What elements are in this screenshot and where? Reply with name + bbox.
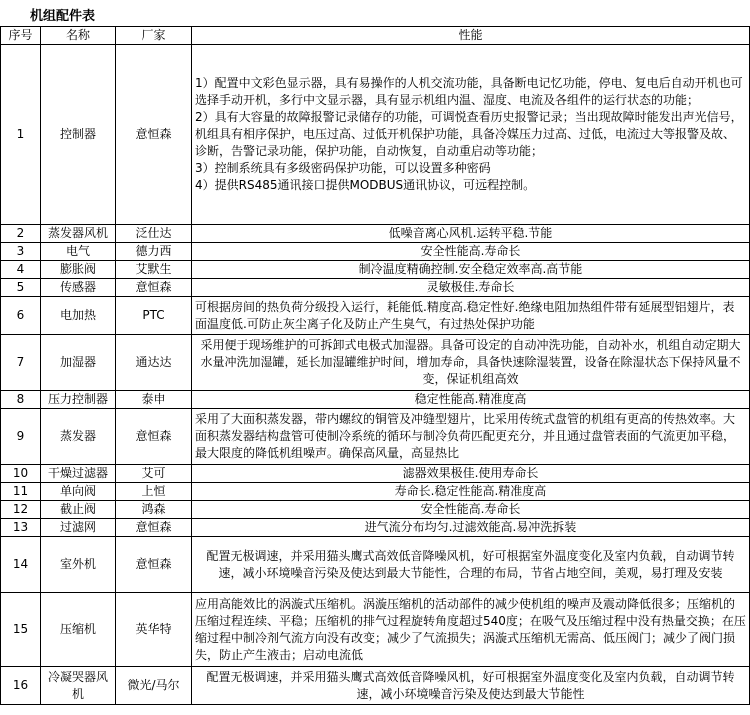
manufacturer: 意恒森 <box>116 519 192 537</box>
row-number: 13 <box>1 519 41 537</box>
manufacturer: 泛仕达 <box>116 225 192 243</box>
header-row <box>1 27 750 45</box>
table-row <box>1 45 750 225</box>
part-name: 蒸发器 <box>41 409 116 465</box>
table-row <box>1 297 750 335</box>
performance-description: 可根据房间的热负荷分级投入运行，耗能低.精度高.稳定性好.绝缘电阻加热组件带有延展型铝翅片，表面温度低.可防止灰尘离子化及防止产生臭气，有过热处保护功能 <box>192 297 750 335</box>
table-row <box>1 391 750 409</box>
part-name: 室外机 <box>41 537 116 593</box>
row-number: 7 <box>1 335 41 391</box>
parts-table <box>0 26 750 705</box>
row-number: 1 <box>1 45 41 225</box>
row-number: 15 <box>1 593 41 667</box>
table-row <box>1 243 750 261</box>
table-row <box>1 279 750 297</box>
performance-description: 1）配置中文彩色显示器，具有易操作的人机交流功能，具备断电记忆功能，停电、复电后自动开机也可选择手动开机，多行中文显示器，具有显示机组内温、湿度、电流及各组件的运行状态的功能； 2）具有大容量的故障报警记录储存的功能，可调悦查看历史报警记录；当出现故障时能发出声光信号，机组具有相序保护，电压过高、过低开机保护功能，具备冷媒压力过高、过低，电流过大等报警及故、诊断，告警记录功能，保护功能，自动恢复，自动重启动等功能； 3）控制系统具有多级密码保护功能，可以设置多种密码 4）提供RS485通讯接口提供MODBUS通讯协议，可远程控制。 <box>192 45 750 225</box>
row-number: 6 <box>1 297 41 335</box>
performance-description: 进气流分布均匀.过滤效能高.易冲洗拆装 <box>192 519 750 537</box>
manufacturer: 意恒森 <box>116 279 192 297</box>
performance-description: 配置无极调速，并采用猫头鹰式高效低音降噪风机，好可根据室外温度变化及室内负载，自动调节转速，减小环境噪音污染及使达到最大节能性 <box>192 667 750 705</box>
manufacturer: 鸿森 <box>116 501 192 519</box>
performance-description: 稳定性能高.精准度高 <box>192 391 750 409</box>
manufacturer: 意恒森 <box>116 537 192 593</box>
performance-description: 滤器效果极佳.使用寿命长 <box>192 465 750 483</box>
header-num: 序号 <box>1 27 41 45</box>
row-number: 8 <box>1 391 41 409</box>
table-row <box>1 593 750 667</box>
table-row <box>1 483 750 501</box>
manufacturer: 意恒森 <box>116 45 192 225</box>
row-number: 2 <box>1 225 41 243</box>
manufacturer: 艾默生 <box>116 261 192 279</box>
part-name: 控制器 <box>41 45 116 225</box>
table-row <box>1 519 750 537</box>
part-name: 电加热 <box>41 297 116 335</box>
part-name: 加湿器 <box>41 335 116 391</box>
performance-description: 灵敏极佳.寿命长 <box>192 279 750 297</box>
part-name: 膨胀阀 <box>41 261 116 279</box>
performance-description: 采用便于现场维护的可拆卸式电极式加湿器。具备可设定的自动冲洗功能，自动补水，机组自动定期大水量冲洗加湿罐，延长加湿罐维护时间，增加寿命，具备快速除湿装置，设备在除湿状态下保持风量不变，保证机组高效 <box>192 335 750 391</box>
table-row <box>1 261 750 279</box>
table-row <box>1 501 750 519</box>
row-number: 9 <box>1 409 41 465</box>
row-number: 10 <box>1 465 41 483</box>
manufacturer: 上恒 <box>116 483 192 501</box>
performance-description: 低噪音离心风机.运转平稳.节能 <box>192 225 750 243</box>
row-number: 3 <box>1 243 41 261</box>
table-row <box>1 537 750 593</box>
part-name: 过滤网 <box>41 519 116 537</box>
performance-description: 采用了大面积蒸发器，带内螺纹的铜管及冲缝型翅片，比采用传统式盘管的机组有更高的传热效率。大面积蒸发器结构盘管可使制冷系统的循环与制冷负荷匹配更充分，并且通过盘管表面的气流更加平稳，最大限度的降低机组噪声。确保高风量，高显热比 <box>192 409 750 465</box>
table-title: 机组配件表 <box>30 9 96 24</box>
row-number: 12 <box>1 501 41 519</box>
row-number: 16 <box>1 667 41 705</box>
row-number: 11 <box>1 483 41 501</box>
manufacturer: 泰申 <box>116 391 192 409</box>
manufacturer: 意恒森 <box>116 409 192 465</box>
table-row <box>1 335 750 391</box>
manufacturer: 德力西 <box>116 243 192 261</box>
part-name: 蒸发器风机 <box>41 225 116 243</box>
header-performance: 性能 <box>192 27 750 45</box>
part-name: 截止阀 <box>41 501 116 519</box>
manufacturer: 英华特 <box>116 593 192 667</box>
manufacturer: 艾可 <box>116 465 192 483</box>
table-row <box>1 225 750 243</box>
performance-description: 寿命长.稳定性能高.精准度高 <box>192 483 750 501</box>
performance-description: 安全性能高.寿命长 <box>192 501 750 519</box>
manufacturer: 微光/马尔 <box>116 667 192 705</box>
part-name: 压缩机 <box>41 593 116 667</box>
part-name: 压力控制器 <box>41 391 116 409</box>
parts-table-body <box>1 27 750 705</box>
part-name: 传感器 <box>41 279 116 297</box>
row-number: 14 <box>1 537 41 593</box>
performance-description: 应用高能效比的涡漩式压缩机。涡漩压缩机的活动部件的减少使机组的噪声及震动降低很多；压缩机的压缩过程连续、平稳；压缩机的排气过程旋转角度超过540度；在吸气及压缩过程中没有热量交换；在压缩过程中制冷剂气流方向没有改变；减少了气流损失；涡漩式压缩机无需高、低压阀门；减少了阀门损失，防止产生液击；启动电流低 <box>192 593 750 667</box>
part-name: 电气 <box>41 243 116 261</box>
row-number: 4 <box>1 261 41 279</box>
row-number: 5 <box>1 279 41 297</box>
manufacturer: 通达达 <box>116 335 192 391</box>
manufacturer: PTC <box>116 297 192 335</box>
header-manufacturer: 厂家 <box>116 27 192 45</box>
part-name: 干燥过滤器 <box>41 465 116 483</box>
part-name: 单向阀 <box>41 483 116 501</box>
header-name: 名称 <box>41 27 116 45</box>
table-row <box>1 667 750 705</box>
table-row <box>1 465 750 483</box>
performance-description: 制冷温度精确控制.安全稳定效率高.高节能 <box>192 261 750 279</box>
performance-description: 配置无极调速，并采用猫头鹰式高效低音降噪风机，好可根据室外温度变化及室内负载，自动调节转速，减小环境噪音污染及使达到最大节能性，合理的布局，节省占地空间，美观，易打理及安装 <box>192 537 750 593</box>
performance-description: 安全性能高.寿命长 <box>192 243 750 261</box>
table-row <box>1 409 750 465</box>
part-name: 冷凝哭器风机 <box>41 667 116 705</box>
